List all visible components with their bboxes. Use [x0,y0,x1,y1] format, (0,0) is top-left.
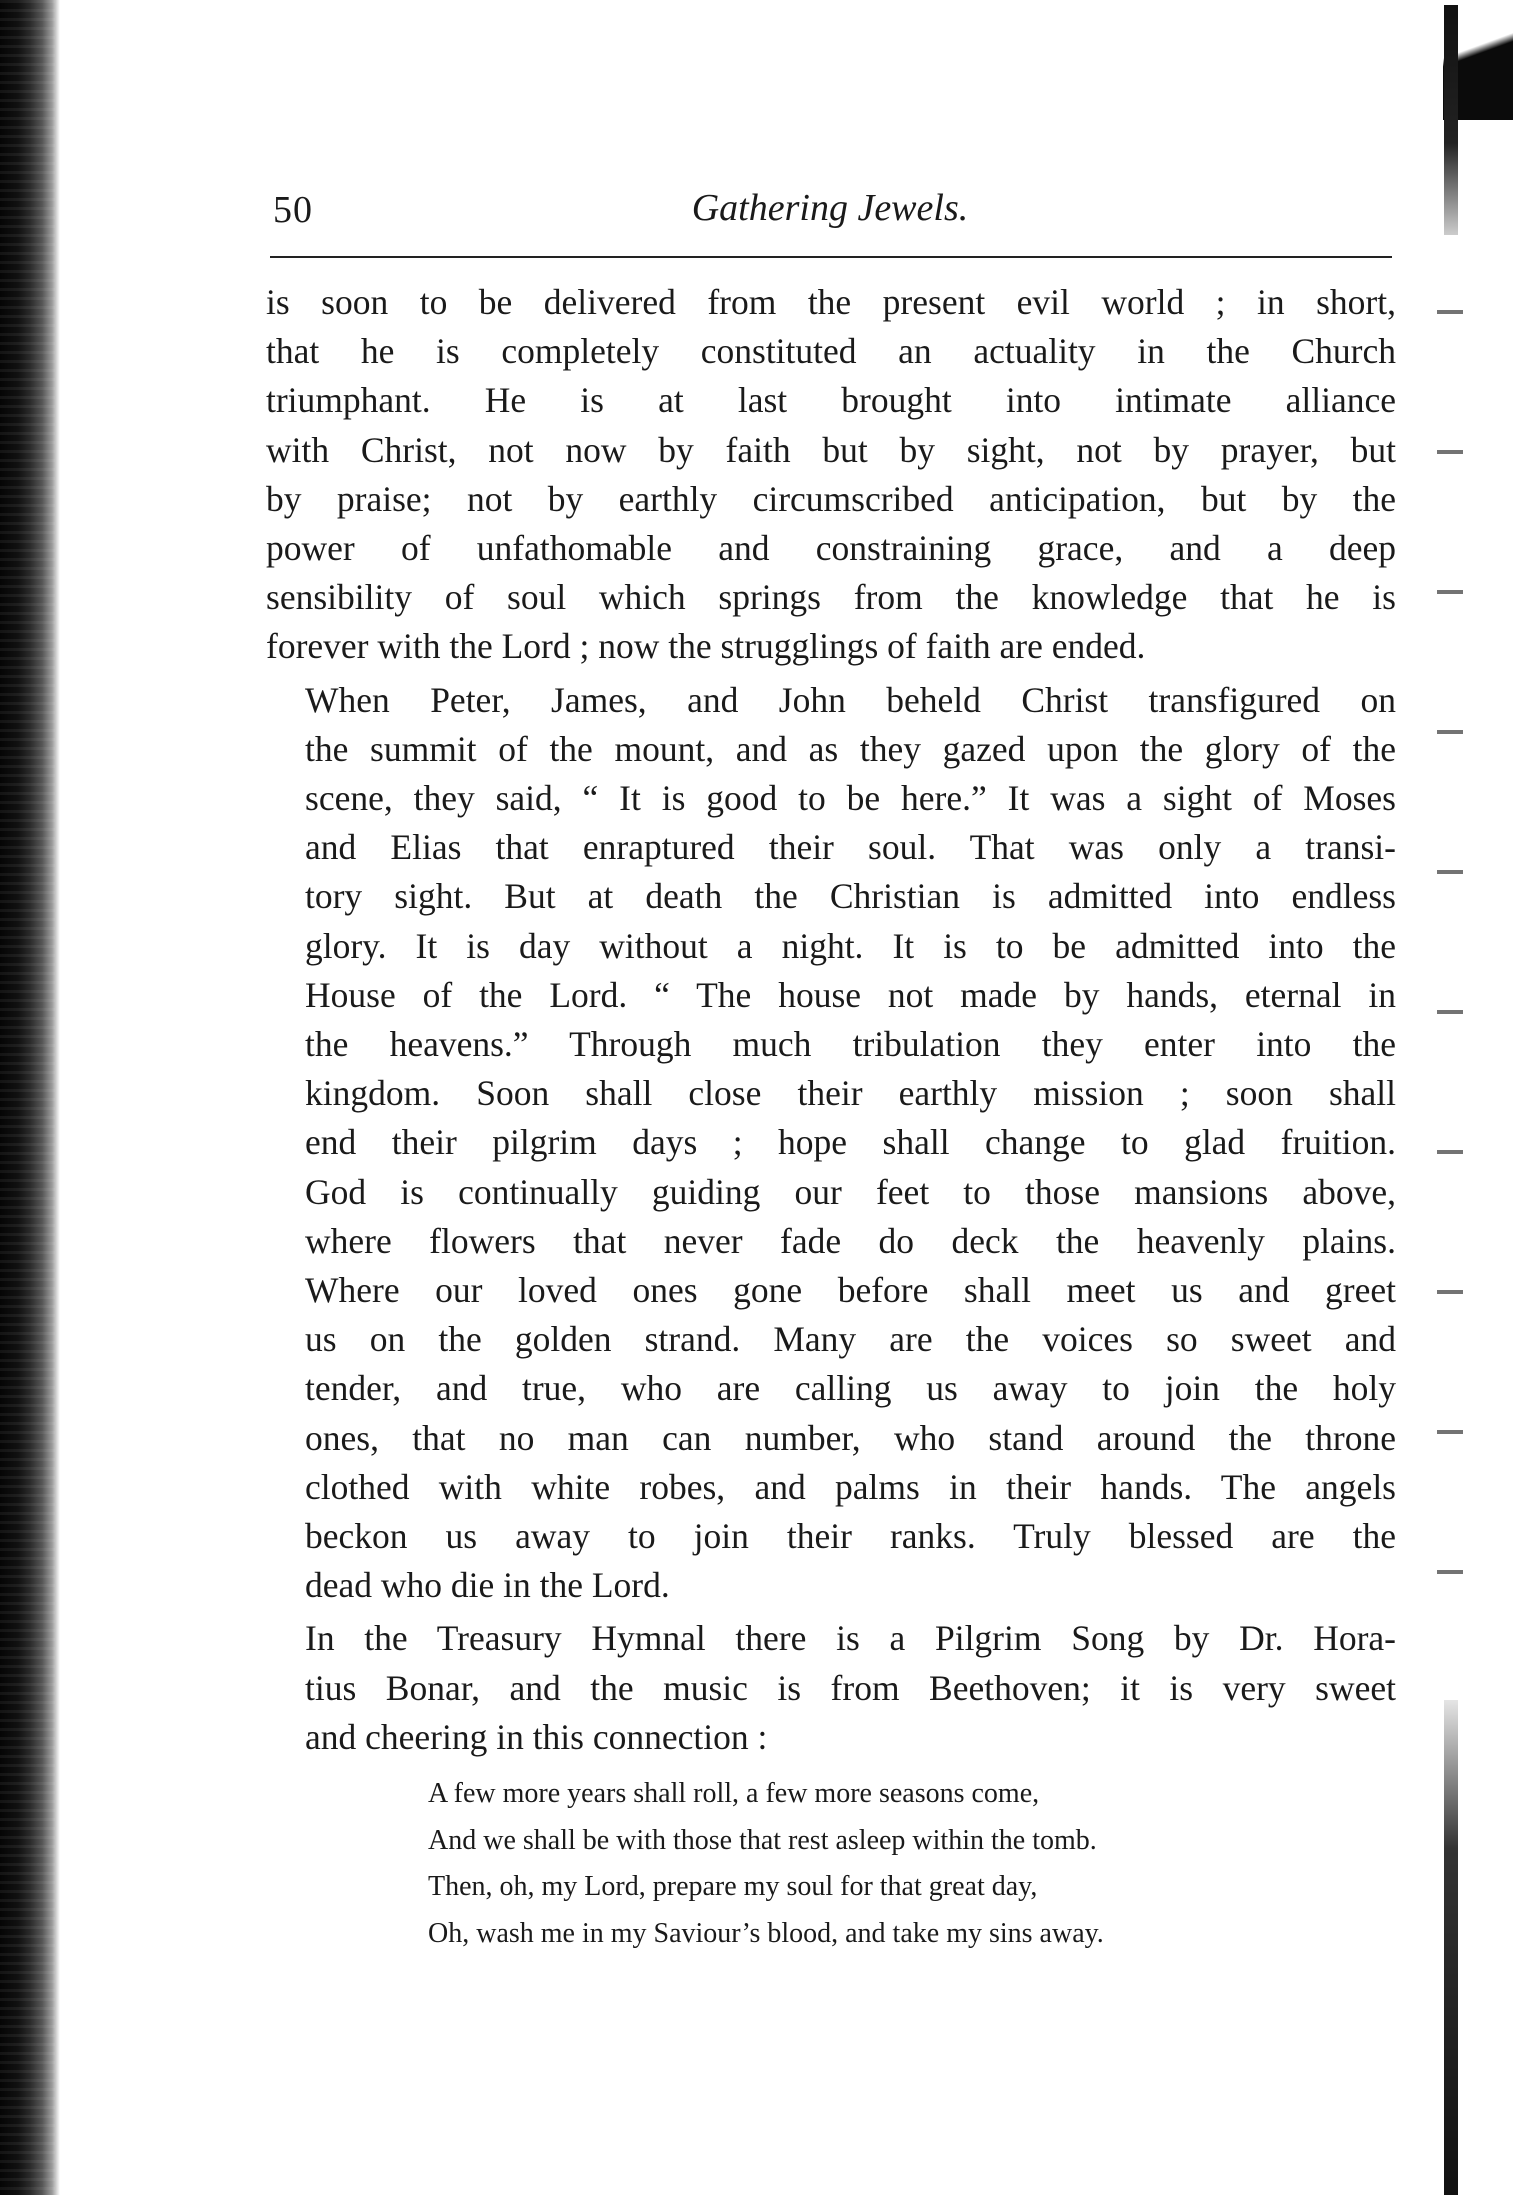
text-line: and Elias that enraptured their soul. That was only a transi- [305,827,1396,868]
page-edge-strip-bottom [1444,1700,1458,2195]
text-line: with Christ, not now by faith but by sight, not by prayer, but [266,429,1396,470]
verse-line: A few more years shall roll, a few more seasons come, [428,1778,1040,1809]
text-line: that he is completely constituted an actuality in the Church [266,331,1396,372]
text-line: triumphant. He is at last brought into intimate alliance [266,380,1396,421]
page-edge-specks [1437,240,1463,1700]
text-line: where flowers that never fade do deck the heavenly plains. [305,1220,1396,1261]
text-line: dead who die in the Lord. [305,1565,670,1606]
text-line: God is continually guiding our feet to those mansions above, [305,1171,1396,1212]
text-line: House of the Lord. “ The house not made by hands, eternal in [305,974,1396,1015]
page-edge-strip-top [1444,5,1458,235]
text-line: scene, they said, “ It is good to be here.” It was a sight of Moses [305,778,1396,819]
text-line: end their pilgrim days ; hope shall change to glad fruition. [305,1122,1396,1163]
header-rule [270,256,1392,258]
verse-line: And we shall be with those that rest asleep within the tomb. [428,1824,1097,1856]
paragraph-transfiguration [266,676,1396,1611]
text-line: and cheering in this connection : [305,1716,768,1757]
page-edge-right [1423,0,1513,2195]
verse-line: Oh, wash me in my Saviour’s blood, and take my sins away. [428,1917,1104,1949]
hymn-verse [428,1771,1328,1957]
text-line: glory. It is day without a night. It is to be admitted into the [305,925,1396,966]
paragraph-continued [266,278,1396,672]
text-line: In the Treasury Hymnal there is a Pilgrim Song by Dr. Hora- [305,1618,1396,1659]
page-header [265,180,1395,244]
text-line: is soon to be delivered from the present evil world ; in short, [266,282,1396,322]
text-line: power of unfathomable and constraining grace, and a deep [266,528,1396,569]
body-text [266,278,1396,1762]
page-number: 50 [273,189,313,231]
text-line: sensibility of soul which springs from the knowledge that he is [266,577,1396,618]
paragraph-hymnal [266,1614,1396,1762]
text-line: Where our loved ones gone before shall meet us and greet [305,1270,1396,1311]
text-line: us on the golden strand. Many are the voices so sweet and [305,1319,1396,1360]
text-line: forever with the Lord ; now the strugglings of faith are ended. [266,626,1146,667]
text-line: tius Bonar, and the music is from Beethoven; it is very sweet [305,1667,1396,1708]
text-line: the heavens.” Through much tribulation they enter into the [305,1024,1396,1065]
verse-line: Then, oh, my Lord, prepare my soul for that great day, [428,1871,1038,1902]
text-line: the summit of the mount, and as they gazed upon the glory of the [305,728,1396,769]
text-line: tory sight. But at death the Christian is admitted into endless [305,876,1396,917]
text-line: ones, that no man can number, who stand around the throne [305,1417,1396,1458]
text-line: clothed with white robes, and palms in their hands. The angels [305,1466,1396,1507]
running-title: Gathering Jewels. [691,187,969,229]
text-line: tender, and true, who are calling us away to join the holy [305,1368,1396,1409]
text-line: When Peter, James, and John beheld Christ transfigured on [305,679,1396,720]
text-line: beckon us away to join their ranks. Truly blessed are the [305,1516,1396,1557]
text-line: by praise; not by earthly circumscribed anticipation, but by the [266,478,1396,519]
text-line: kingdom. Soon shall close their earthly mission ; soon shall [305,1073,1396,1114]
binding-texture [0,0,55,2195]
